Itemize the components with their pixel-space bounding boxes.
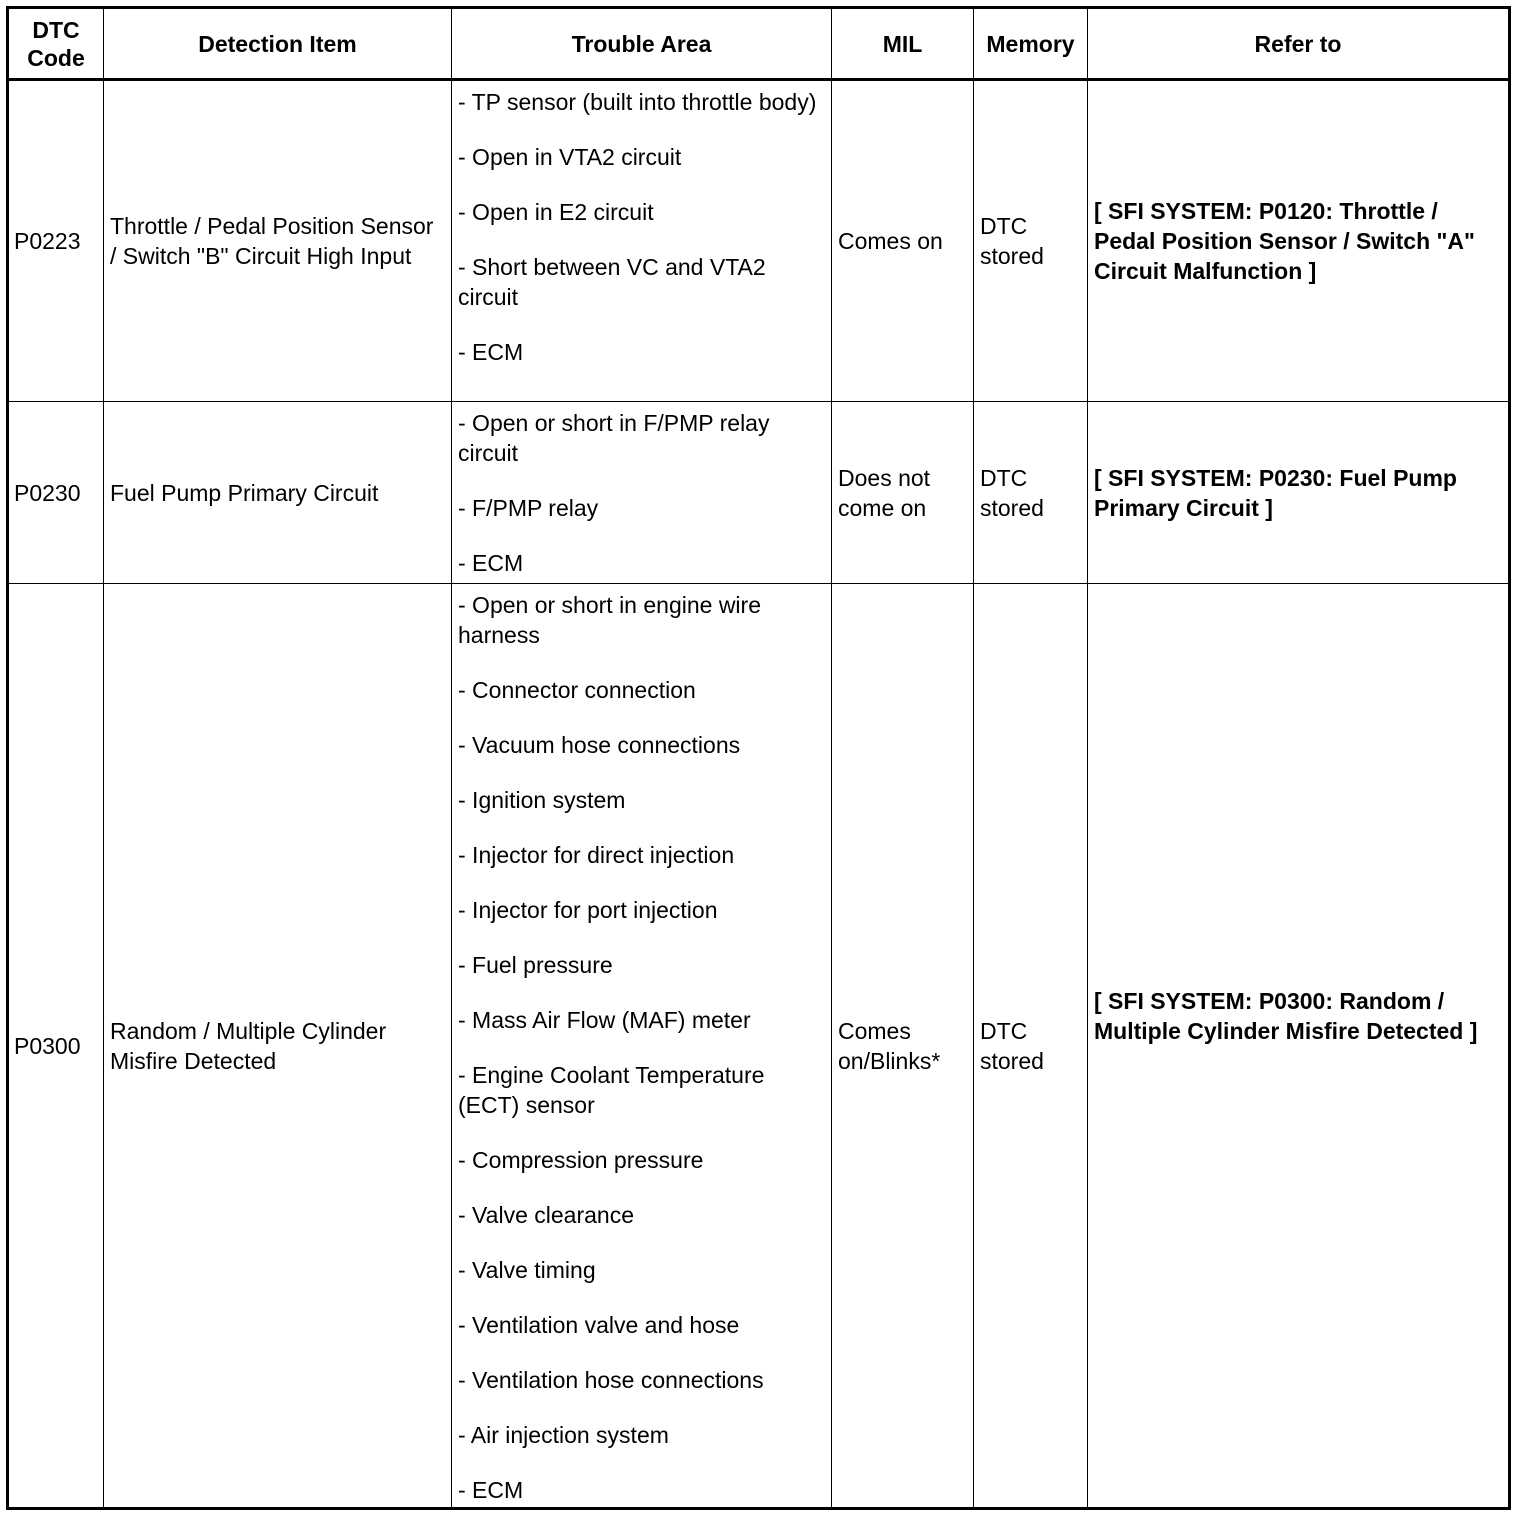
trouble-area-item: - Valve timing (458, 1257, 596, 1283)
trouble-area-item: - Compression pressure (458, 1147, 704, 1173)
trouble-area-cell (452, 584, 832, 1509)
trouble-area-item: - Open in E2 circuit (458, 199, 654, 225)
header-row (8, 8, 1510, 80)
trouble-area-item: - Short between VC and VTA2 circuit (458, 254, 766, 310)
memory-cell: DTC stored (974, 584, 1088, 1509)
trouble-area-item: - Air injection system (458, 1422, 669, 1448)
dtc-table (6, 6, 1511, 1510)
detection-item-cell: Random / Multiple Cylinder Misfire Detected (104, 584, 452, 1509)
refer-to-text: [ SFI SYSTEM: P0120: Throttle / Pedal Position Sensor / Switch "A" Circuit Malfunction ] (1094, 198, 1475, 284)
trouble-area-item: - Open or short in engine wire harness (458, 592, 761, 648)
trouble-area-cell (452, 402, 832, 584)
trouble-area-item: - Valve clearance (458, 1202, 634, 1228)
mil-cell: Comes on/Blinks* (832, 584, 974, 1509)
trouble-area-item: - Injector for port injection (458, 897, 718, 923)
trouble-area-cell (452, 80, 832, 402)
mil-cell: Does not come on (832, 402, 974, 584)
trouble-area-list (458, 408, 825, 578)
dtc-code-cell: P0300 (8, 584, 104, 1509)
trouble-area-item: - F/PMP relay (458, 495, 599, 521)
trouble-area-item: - Connector connection (458, 677, 696, 703)
detection-item-cell: Throttle / Pedal Position Sensor / Switch "B" Circuit High Input (104, 80, 452, 402)
header-memory: Memory (974, 8, 1088, 80)
table-row-p0230 (8, 402, 1510, 584)
trouble-area-item: - Ignition system (458, 787, 626, 813)
trouble-area-item: - ECM (458, 1477, 524, 1503)
trouble-area-item: - ECM (458, 339, 524, 365)
dtc-code-cell: P0223 (8, 80, 104, 402)
refer-to-link[interactable] (1088, 584, 1510, 1509)
memory-cell: DTC stored (974, 402, 1088, 584)
trouble-area-item: - ECM (458, 550, 524, 576)
header-dtc-code: DTC Code (8, 8, 104, 80)
header-trouble-area: Trouble Area (452, 8, 832, 80)
header-refer-to: Refer to (1088, 8, 1510, 80)
detection-item-cell: Fuel Pump Primary Circuit (104, 402, 452, 584)
refer-to-text: [ SFI SYSTEM: P0230: Fuel Pump Primary Circuit ] (1094, 464, 1457, 521)
trouble-area-item: - Fuel pressure (458, 952, 613, 978)
trouble-area-item: - Vacuum hose connections (458, 732, 741, 758)
table-row-p0223 (8, 80, 1510, 402)
table-row-p0300 (8, 584, 1510, 1509)
memory-cell: DTC stored (974, 80, 1088, 402)
header-mil: MIL (832, 8, 974, 80)
trouble-area-item: - Ventilation valve and hose (458, 1312, 740, 1338)
refer-to-text: [ SFI SYSTEM: P0300: Random / Multiple Cylinder Misfire Detected ] (1094, 987, 1478, 1044)
trouble-area-list (458, 87, 825, 367)
trouble-area-item: - Open in VTA2 circuit (458, 144, 682, 170)
trouble-area-item: - TP sensor (built into throttle body) (458, 89, 817, 115)
trouble-area-item: - Engine Coolant Temperature (ECT) sensor (458, 1062, 765, 1118)
refer-to-link[interactable] (1088, 80, 1510, 402)
trouble-area-item: - Injector for direct injection (458, 842, 735, 868)
trouble-area-item: - Open or short in F/PMP relay circuit (458, 410, 770, 466)
trouble-area-item: - Mass Air Flow (MAF) meter (458, 1007, 751, 1033)
trouble-area-item: - Ventilation hose connections (458, 1367, 764, 1393)
dtc-code-cell: P0230 (8, 402, 104, 584)
refer-to-link[interactable] (1088, 402, 1510, 584)
trouble-area-list (458, 590, 825, 1505)
mil-cell: Comes on (832, 80, 974, 402)
header-detection-item: Detection Item (104, 8, 452, 80)
